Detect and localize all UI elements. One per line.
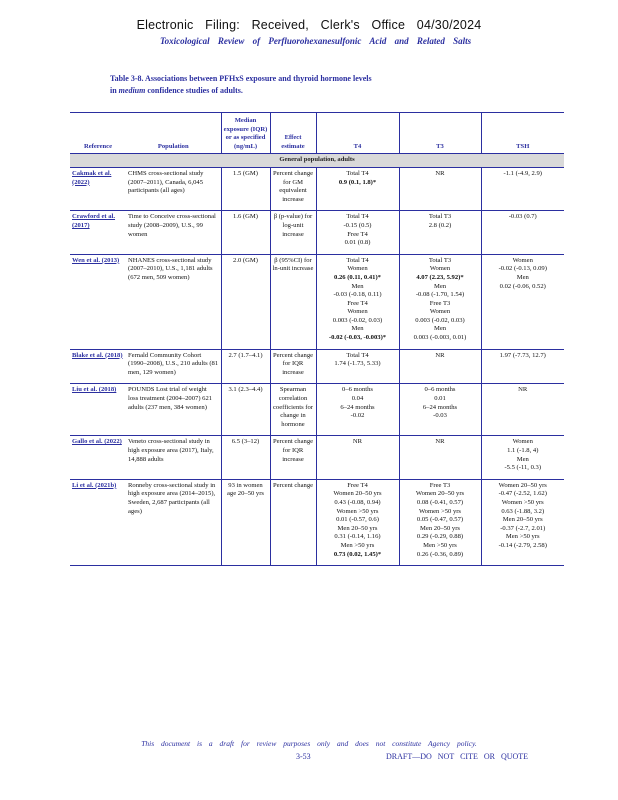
t4-value: Women: [347, 265, 368, 273]
caption-line-2: [110, 85, 540, 97]
t4-value: 0.003 (-0.02, 0.03): [332, 316, 383, 324]
t4-value: -0.03 (-0.18, 0.11): [333, 291, 382, 299]
median-cell: 2.0 (GM): [221, 254, 270, 349]
t4-value: 0.26 (0.11, 0.41)*: [334, 273, 381, 281]
tsh-value: -0.14 (-2.79, 2.58): [498, 541, 547, 549]
t4-value: 0.43 (-0.08, 0.94): [334, 498, 381, 506]
tsh-value: Men >50 yrs: [505, 533, 540, 541]
section-row: [70, 154, 564, 168]
t3-value: NR: [435, 438, 445, 446]
t3-value: -0.03: [433, 412, 447, 420]
t3-value: 6–24 months: [422, 403, 458, 411]
t4-cell: [316, 384, 399, 436]
t3-value: Total T3: [428, 256, 452, 264]
t3-value: 0.29 (-0.29, 0.88): [416, 533, 464, 541]
t3-cell: [399, 254, 481, 349]
effect-cell: Percent change for IQR increase: [270, 436, 316, 479]
tsh-value: -0.02 (-0.13, 0.09): [498, 265, 547, 273]
t3-cell: [399, 436, 481, 479]
header-median: Median exposure (IQR) or as specified (ng/mL): [221, 113, 270, 154]
t3-value: Free T3: [429, 481, 451, 489]
tsh-value: -0.37 (-2.7, 2.01): [500, 524, 546, 532]
t3-value: Men 20–50 yrs: [420, 524, 460, 532]
median-cell: 3.1 (2.3–4.4): [221, 384, 270, 436]
median-cell: 6.5 (3–12): [221, 436, 270, 479]
tsh-value: Men 20–50 yrs: [502, 516, 543, 524]
t4-value: 0.01 (-0.57, 0.6): [336, 516, 379, 524]
t3-value: Women: [429, 308, 451, 316]
t3-value: 4.07 (2.23, 5.92)*: [416, 273, 464, 281]
reference-link: Gallo et al. (2022): [70, 436, 126, 479]
t4-value: Men: [351, 282, 364, 290]
population-cell: Time to Conceive cross-sectional study (2008–2009), U.S., 99 women: [126, 211, 221, 254]
reference-link: Blake et al. (2018): [70, 349, 126, 384]
t3-cell: [399, 349, 481, 384]
table-row: [70, 384, 564, 436]
population-cell: Ronneby cross-sectional study in high exposure area (2014–2015), Sweden, 2,687 participants (all ages): [126, 479, 221, 565]
t4-value: Women >50 yrs: [336, 507, 379, 515]
tsh-cell: [481, 254, 564, 349]
table-row: [70, 479, 564, 565]
t3-value: 0.05 (-0.47, 0.57): [416, 516, 464, 524]
t3-value: NR: [435, 351, 445, 359]
table-caption: [110, 73, 540, 97]
header-tsh: TSH: [481, 113, 564, 154]
caption-pre: in: [110, 86, 119, 95]
t3-value: NR: [435, 169, 445, 177]
page-number: 3-53: [296, 752, 311, 761]
population-cell: POUNDS Lost trial of weight loss treatment (2004–2007) 621 adults (237 men, 384 women): [126, 384, 221, 436]
filing-stamp: Electronic Filing: Received, Clerk's Office 04/30/2024: [136, 18, 482, 32]
tsh-value: 0.02 (-0.06, 0.52): [499, 282, 546, 290]
tsh-value: -0.03 (0.7): [508, 213, 537, 221]
reference-link: Liu et al. (2018): [70, 384, 126, 436]
tsh-cell: [481, 349, 564, 384]
header-row: [70, 113, 564, 154]
t3-cell: [399, 167, 481, 210]
t3-value: 0.003 (-0.003, 0.01): [413, 334, 467, 342]
t3-value: Men: [433, 325, 447, 333]
t4-cell: [316, 167, 399, 210]
running-title: Toxicological Review of Perfluorohexanesulfonic Acid and Related Salts: [160, 36, 472, 46]
t4-value: 0.31 (-0.14, 1.16): [334, 533, 381, 541]
tsh-cell: [481, 436, 564, 479]
header-effect: Effect estimate: [270, 113, 316, 154]
t3-value: 0.08 (-0.41, 0.57): [416, 498, 464, 506]
reference-link: Cakmak et al. (2022): [70, 167, 126, 210]
draft-notice: DRAFT—DO NOT CITE OR QUOTE: [386, 752, 529, 761]
tsh-value: Women: [512, 438, 533, 446]
t4-value: NR: [352, 438, 363, 446]
tsh-value: 1.97 (-7.73, 12.7): [499, 351, 546, 359]
t4-value: Women: [347, 308, 368, 316]
t3-cell: [399, 384, 481, 436]
population-cell: Fernald Community Cohort (1990–2008), U.S., 210 adults (81 men, 129 women): [126, 349, 221, 384]
t4-value: 0.73 (0.02, 1.45)*: [333, 550, 382, 558]
t3-value: Women: [429, 265, 451, 273]
t4-value: Total T4: [346, 169, 369, 177]
tsh-value: -5.5 (-11, 0.3): [504, 464, 542, 472]
table-row: [70, 254, 564, 349]
t4-cell: [316, 479, 399, 565]
t3-value: 0.26 (-0.36, 0.89): [416, 550, 464, 558]
t4-value: 0.01 (0.8): [344, 239, 371, 247]
caption-post: confidence studies of adults.: [145, 86, 243, 95]
tsh-value: 0.63 (-1.88, 3.2): [501, 507, 545, 515]
t3-value: Women >50 yrs: [418, 507, 461, 515]
t4-value: Free T4: [347, 481, 368, 489]
caption-em: medium: [118, 86, 146, 95]
median-cell: 2.7 (1.7–4.1): [221, 349, 270, 384]
t4-value: Men >50 yrs: [340, 541, 375, 549]
draft-disclaimer: This document is a draft for review purposes only and does not constitute Agency policy.: [141, 739, 477, 748]
t3-value: 0.003 (-0.02, 0.03): [415, 316, 465, 324]
t3-value: 2.8 (0.2): [428, 221, 452, 229]
tsh-cell: [481, 479, 564, 565]
header-population: Population: [126, 113, 221, 154]
caption-line-1: Table 3-8. Associations between PFHxS exposure and thyroid hormone levels: [110, 74, 372, 83]
t4-value: 0.9 (0.1, 1.8)*: [338, 178, 377, 186]
t4-value: -0.02 (-0.03, -0.003)*: [328, 334, 387, 342]
median-cell: 93 in women age 20–50 yrs: [221, 479, 270, 565]
tsh-value: Women: [512, 256, 533, 264]
effect-cell: Percent change: [270, 479, 316, 565]
t4-cell: [316, 349, 399, 384]
population-cell: CHMS cross-sectional study (2007–2011), Canada, 6,045 participants (all ages): [126, 167, 221, 210]
t3-value: 0–6 months: [424, 386, 456, 394]
t4-value: Women 20–50 yrs: [333, 490, 382, 498]
t4-value: Total T4: [346, 213, 369, 221]
header-reference: Reference: [70, 113, 126, 154]
thyroid-table: [70, 112, 564, 566]
table-row: [70, 211, 564, 254]
reference-link: Li et al. (2021b): [70, 479, 126, 565]
effect-cell: β (95%CI) for ln-unit increase: [270, 254, 316, 349]
t4-value: 0.04: [351, 395, 364, 403]
t3-value: -0.08 (-1.70, 1.54): [415, 291, 465, 299]
tsh-value: NR: [518, 386, 528, 394]
tsh-value: -1.1 (-4.9, 2.9): [503, 169, 542, 177]
t3-value: Women 20–50 yrs: [415, 490, 465, 498]
tsh-value: 1.1 (-1.8, 4): [507, 447, 539, 454]
t4-value: 0–6 months: [342, 386, 373, 394]
tsh-value: Men: [516, 455, 529, 463]
t4-value: Total T4: [346, 256, 369, 264]
effect-cell: Percent change for IQR increase: [270, 349, 316, 384]
tsh-cell: [481, 384, 564, 436]
t4-value: Men 20–50 yrs: [337, 524, 378, 532]
effect-cell: Percent change for GM equivalent increase: [270, 167, 316, 210]
tsh-value: -0.47 (-2.52, 1.62): [498, 490, 547, 498]
t3-value: Men >50 yrs: [423, 541, 457, 549]
t4-value: Free T4: [347, 230, 368, 238]
t4-value: 6–24 months: [340, 403, 375, 411]
header-t4: T4: [316, 113, 399, 154]
effect-cell: Spearman correlation coefficients for change in hormone: [270, 384, 316, 436]
table-row: [70, 436, 564, 479]
table-row: [70, 349, 564, 384]
t4-cell: [316, 436, 399, 479]
tsh-cell: [481, 167, 564, 210]
t4-value: -0.02: [350, 412, 365, 420]
reference-link: Wen et al. (2013): [70, 254, 126, 349]
reference-link: Crawford et al. (2017): [70, 211, 126, 254]
t4-value: Free T4: [347, 299, 368, 307]
tsh-value: Women >50 yrs: [501, 498, 544, 506]
tsh-value: Men: [516, 273, 529, 281]
median-cell: 1.6 (GM): [221, 211, 270, 254]
t4-value: Men: [351, 325, 364, 333]
t4-cell: [316, 211, 399, 254]
t3-cell: [399, 211, 481, 254]
t3-value: Men: [433, 282, 447, 290]
header-t3: T3: [399, 113, 481, 154]
median-cell: 1.5 (GM): [221, 167, 270, 210]
population-cell: Veneto cross-sectional study in high exposure area (2017), Italy, 14,888 adults: [126, 436, 221, 479]
t4-cell: [316, 254, 399, 349]
tsh-cell: [481, 211, 564, 254]
tsh-value: Women 20–50 yrs: [498, 481, 547, 489]
t3-value: 0.01: [434, 395, 446, 403]
table-row: [70, 167, 564, 210]
effect-cell: β (p-value) for log-unit increase: [270, 211, 316, 254]
t3-value: Total T3: [428, 213, 452, 221]
t3-value: Free T3: [429, 299, 451, 307]
t4-value: Total T4: [346, 351, 369, 359]
t4-value: -0.15 (0.5): [343, 221, 372, 229]
population-cell: NHANES cross-sectional study (2007–2010), U.S., 1,181 adults (672 men, 509 women): [126, 254, 221, 349]
t4-value: 1.74 (-1.73, 5.33): [334, 360, 381, 368]
t3-cell: [399, 479, 481, 565]
section-label: General population, adults: [70, 154, 564, 168]
